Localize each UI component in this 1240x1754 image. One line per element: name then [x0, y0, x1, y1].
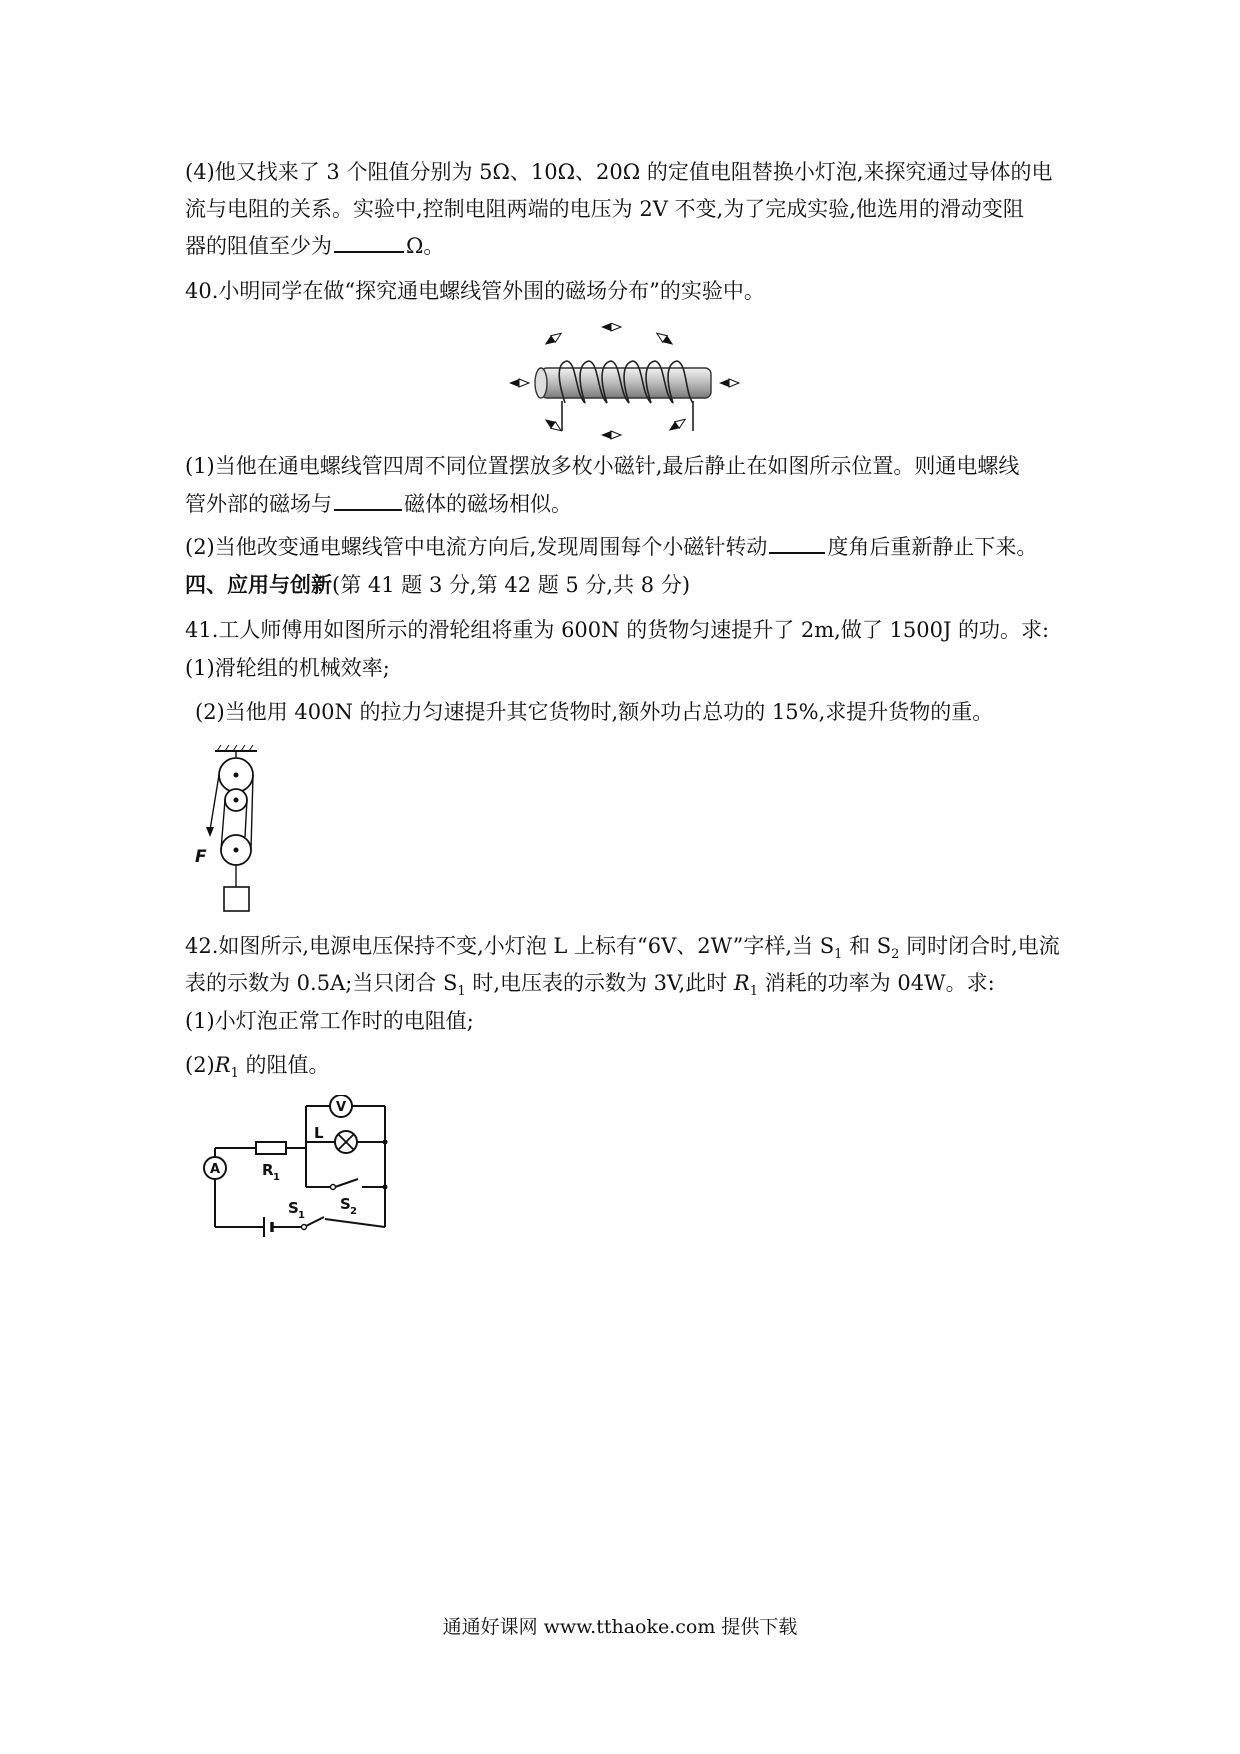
q40-p1-line1: (1)当他在通电螺线管四周不同位置摆放多枚小磁针,最后静止在如图所示位置。则通电螺线	[185, 454, 1020, 478]
resistor-label-sub: 1	[273, 1172, 280, 1183]
pulley-system-figure	[195, 745, 295, 915]
solenoid-figure	[505, 323, 745, 441]
q42-p2-d: 的阻值。	[238, 1053, 330, 1077]
voltmeter-label: V	[336, 1100, 347, 1115]
q42-line2-f: 消耗的功率为 04W。求:	[757, 971, 995, 995]
q42-p2-r: R	[214, 1053, 231, 1077]
switch-s1-label-sub: 1	[298, 1210, 305, 1221]
resistor-r1	[256, 1142, 286, 1154]
compass-needle-bottom	[601, 431, 621, 439]
load-block	[224, 887, 249, 911]
q42-line1-c: 和 S	[842, 934, 892, 958]
q42-line2-a: 表的示数为 0.5A;当只闭合 S	[185, 971, 458, 995]
compass-needle-top-left	[543, 330, 564, 348]
compass-needle-bottom-right	[667, 416, 688, 434]
q40-stem: 40.小明同学在做“探究通电螺线管外围的磁场分布”的实验中。	[185, 279, 765, 303]
section-note: (第 41 题 3 分,第 42 题 5 分,共 8 分)	[332, 573, 691, 597]
q42-p1: (1)小灯泡正常工作时的电阻值;	[185, 1009, 474, 1033]
q40-p1-line2-end: 磁体的磁场相似。	[404, 492, 572, 516]
answer-blank	[334, 231, 404, 253]
section-title: 四、应用与创新	[185, 572, 332, 597]
q42-p2	[185, 1050, 330, 1089]
answer-blank	[769, 532, 825, 554]
compass-needle-right	[719, 379, 739, 387]
q42-line1-e: 同时闭合时,电流	[899, 934, 1060, 958]
answer-blank	[334, 489, 402, 511]
compass-needle-bottom-left	[543, 416, 564, 434]
q39-4-line1: (4)他又找来了 3 个阻值分别为 5Ω、10Ω、20Ω 的定值电阻替换小灯泡,来探究通过导体的电	[185, 160, 1053, 184]
switch-s1-blade	[306, 1217, 324, 1226]
compass-needle-left	[509, 379, 529, 387]
q40-p2-text: (2)当他改变通电螺线管中电流方向后,发现周围每个小磁针转动	[185, 535, 768, 559]
q41-p2: (2)当他用 400N 的拉力匀速提升其它货物时,额外功占总功的 15%,求提升货物的重。	[195, 700, 994, 724]
q42-line2-sub1: 1	[457, 984, 466, 1000]
q42-line1-sub1: 1	[834, 947, 843, 963]
q39-4-unit: Ω。	[406, 234, 445, 258]
circuit-diagram	[200, 1095, 400, 1240]
force-label: F	[195, 847, 207, 867]
q39-4-line3	[185, 231, 444, 261]
q41-stem: 41.工人师傅用如图所示的滑轮组将重为 600N 的货物匀速提升了 2m,做了 1500J 的功。求:	[185, 618, 1050, 642]
q42-line2-c: 时,电压表的示数为 3V,此时	[465, 971, 734, 995]
switch-s2-label-sub: 2	[350, 1206, 357, 1217]
force-arrow	[206, 827, 214, 837]
q42-p2-a: (2)	[185, 1053, 215, 1077]
compass-needle-top	[601, 323, 621, 331]
q40-p1-line2-text: 管外部的磁场与	[185, 492, 332, 516]
q42-line2-r: R	[733, 971, 750, 995]
q39-4-line2: 流与电阻的关系。实验中,控制电阻两端的电压为 2V 不变,为了完成实验,他选用的滑动变阻	[185, 197, 1024, 221]
switch-s2-label: S	[340, 1195, 351, 1213]
q42-line1	[185, 931, 1060, 970]
q40-p2-end: 度角后重新静止下来。	[827, 535, 1038, 559]
q40-p1-line2	[185, 489, 572, 519]
switch-s1-label: S	[288, 1199, 299, 1217]
q40-p2	[185, 532, 1037, 562]
section-heading	[185, 570, 690, 600]
q42-line2	[185, 968, 995, 1007]
compass-needle-top-right	[655, 330, 676, 348]
switch-s2-contact	[331, 1185, 336, 1190]
q41-p1: (1)滑轮组的机械效率;	[185, 656, 390, 680]
q39-4-line3-text: 器的阻值至少为	[185, 234, 332, 258]
q42-line1-sub2: 2	[891, 947, 900, 963]
lamp-label: L	[314, 1124, 324, 1142]
ammeter-label: A	[210, 1162, 221, 1177]
resistor-label: R	[262, 1161, 274, 1179]
page-footer: 通通好课网 www.tthaoke.com 提供下载	[442, 1616, 798, 1638]
q42-line1-a: 42.如图所示,电源电压保持不变,小灯泡 L 上标有“6V、2W”字样,当 S	[185, 934, 835, 958]
q42-line2-sub2: 1	[749, 984, 758, 1000]
q42-p2-sub: 1	[230, 1066, 239, 1082]
